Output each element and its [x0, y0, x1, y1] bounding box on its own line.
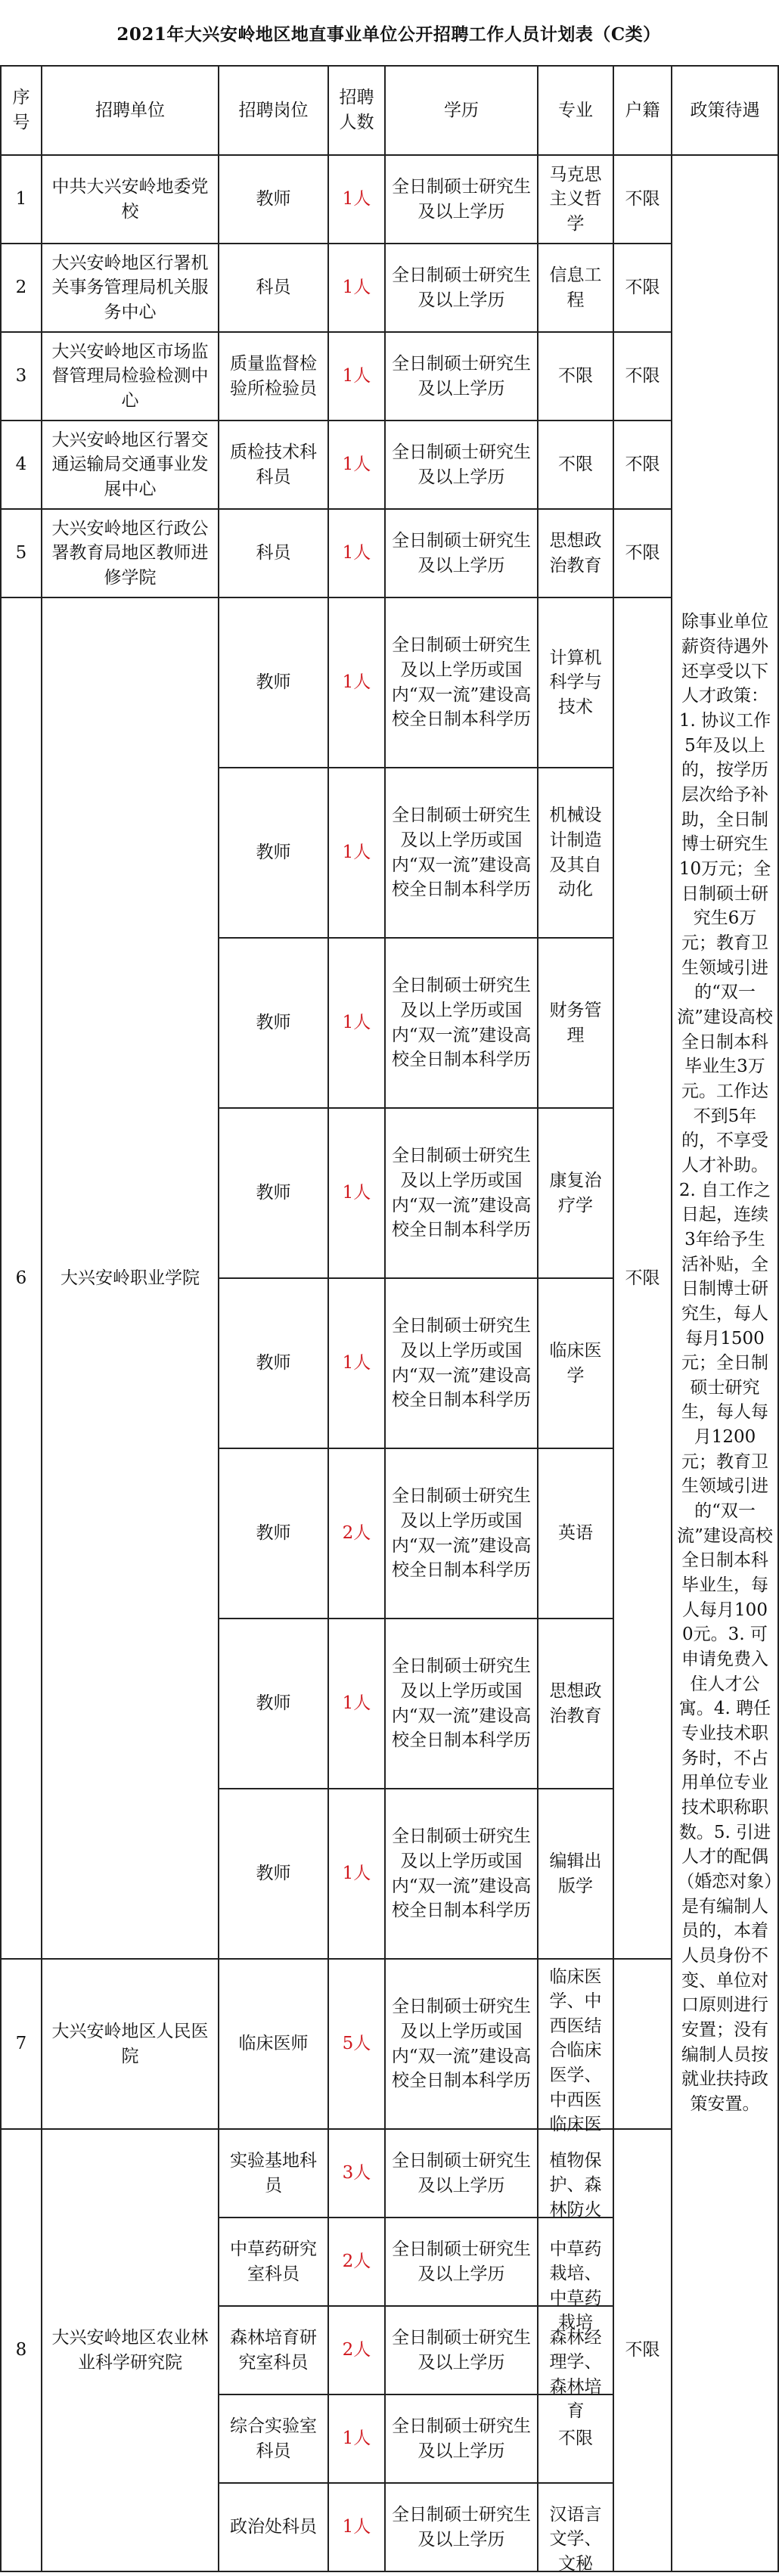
row-hukou: 不限: [613, 509, 672, 597]
row-position: 中草药研究室科员: [219, 2218, 328, 2306]
row-count: 1人: [328, 421, 385, 509]
table-row: [1, 155, 778, 244]
row-hukou: [613, 1959, 672, 2129]
row-major: 机械设计制造及其自动化: [538, 768, 613, 938]
row-major: 思想政治教育: [538, 509, 613, 597]
row-position: 质量监督检验所检验员: [219, 332, 328, 421]
row-education: 全日制硕士研究生及以上学历或国内“双一流”建设高校全日制本科学历: [385, 768, 538, 938]
row-position: 教师: [219, 1619, 328, 1789]
table-row: [1, 421, 778, 509]
header-education: 学历: [385, 66, 538, 155]
row-position: 政治处科员: [219, 2483, 328, 2571]
header-position: 招聘岗位: [219, 66, 328, 155]
row-major: 财务管理: [538, 938, 613, 1108]
row-education: 全日制硕士研究生及以上学历或国内“双一流”建设高校全日制本科学历: [385, 1448, 538, 1619]
row-education: 全日制硕士研究生及以上学历: [385, 2218, 538, 2306]
header-major: 专业: [538, 66, 613, 155]
row-major: 康复治疗学: [538, 1108, 613, 1278]
row-unit: 大兴安岭地区人民医院: [42, 1959, 219, 2129]
table-row: [1, 509, 778, 597]
row-major: 信息工程: [538, 244, 613, 332]
row-hukou: 不限: [613, 597, 672, 1959]
table-row: [1, 244, 778, 332]
row-unit: 中共大兴安岭地委党校: [42, 155, 219, 244]
row-major: 临床医学: [538, 1278, 613, 1448]
row-hukou: 不限: [613, 2129, 672, 2571]
row-count: 1人: [328, 768, 385, 938]
row-count: 2人: [328, 2218, 385, 2306]
row-education: 全日制硕士研究生及以上学历或国内“双一流”建设高校全日制本科学历: [385, 1619, 538, 1789]
row-education: 全日制硕士研究生及以上学历或国内“双一流”建设高校全日制本科学历: [385, 1108, 538, 1278]
row-count: 1人: [328, 244, 385, 332]
row-major: 马克思主义哲学: [538, 155, 613, 244]
row-count: 1人: [328, 1789, 385, 1959]
major-text: 汉语言文学、文秘: [549, 2504, 602, 2574]
row-education: 全日制硕士研究生及以上学历: [385, 2483, 538, 2571]
header-policy: 政策待遇: [672, 66, 778, 155]
table-row: [1, 597, 778, 768]
row-position: 教师: [219, 938, 328, 1108]
row-count: 1人: [328, 2394, 385, 2483]
row-count: 1人: [328, 597, 385, 768]
header-unit: 招聘单位: [42, 66, 219, 155]
recruitment-plan-table: [0, 65, 779, 2572]
row-count: 3人: [328, 2129, 385, 2218]
row-position: 质检技术科科员: [219, 421, 328, 509]
row-major: 不限: [538, 332, 613, 421]
row-hukou: 不限: [613, 332, 672, 421]
header-no: 序号: [1, 66, 42, 155]
row-major: 思想政治教育: [538, 1619, 613, 1789]
row-position: 科员: [219, 509, 328, 597]
row-no: 3: [1, 332, 42, 421]
row-no: 4: [1, 421, 42, 509]
row-education: 全日制硕士研究生及以上学历或国内“双一流”建设高校全日制本科学历: [385, 1789, 538, 1959]
policy-cell: [672, 155, 778, 2571]
row-position: 教师: [219, 1108, 328, 1278]
row-position: 综合实验室科员: [219, 2394, 328, 2483]
row-unit: 大兴安岭地区市场监督管理局检验检测中心: [42, 332, 219, 421]
row-major: [538, 2218, 613, 2333]
row-count: 2人: [328, 1448, 385, 1619]
row-position: 教师: [219, 1448, 328, 1619]
row-position: 实验基地科员: [219, 2129, 328, 2218]
row-hukou: 不限: [613, 421, 672, 509]
major-text: 临床医学、中西医结合临床医学、中西医临床医: [549, 1966, 602, 2135]
row-education: 全日制硕士研究生及以上学历或国内“双一流”建设高校全日制本科学历: [385, 597, 538, 768]
row-position: 教师: [219, 1789, 328, 1959]
row-education: 全日制硕士研究生及以上学历: [385, 2129, 538, 2218]
row-education: 全日制硕士研究生及以上学历或国内“双一流”建设高校全日制本科学历: [385, 938, 538, 1108]
row-major: 不限: [538, 2394, 613, 2483]
row-count: 1人: [328, 938, 385, 1108]
row-count: 1人: [328, 509, 385, 597]
row-unit: 大兴安岭地区行署交通运输局交通事业发展中心: [42, 421, 219, 509]
row-education: 全日制硕士研究生及以上学历: [385, 2394, 538, 2483]
row-major: [538, 2483, 613, 2574]
table-row: [1, 1959, 778, 2129]
table-header-row: [1, 66, 778, 155]
header-hukou: 户籍: [613, 66, 672, 155]
row-position: 教师: [219, 1278, 328, 1448]
row-education: 全日制硕士研究生及以上学历: [385, 332, 538, 421]
row-count: 5人: [328, 1959, 385, 2129]
row-position: 临床医师: [219, 1959, 328, 2129]
table-row: [1, 332, 778, 421]
row-position: 科员: [219, 244, 328, 332]
row-major: 编辑出版学: [538, 1789, 613, 1959]
row-count: 1人: [328, 1619, 385, 1789]
table-row: [1, 2129, 778, 2218]
row-education: 全日制硕士研究生及以上学历或国内“双一流”建设高校全日制本科学历: [385, 1278, 538, 1448]
policy-text: 除事业单位薪资待遇外还享受以下人才政策：1. 协议工作5年及以上的，按学历层次给予补助，全日制博士研究生10万元；全日制硕士研究生6万元；教育卫生领域引进的“双一流”建设高校全日制本科毕业生3万元。工作达不到5年的，不享受人才补助。2. 自工作之日起，连续3年给予生活补贴，全日制博士研究生，每人每月1500元；全日制硕士研究生，每人每月1200元；教育卫生领域引进的“双一流”建设高校全日制本科毕业生，每人每月1000元。3. 可申请免费入住人才公寓。4. 聘任专业技术职务时，不占用单位专业技术职称职数。5. 引进人才的配偶（婚恋对象）是有编制人员的，本着人员身份不变、单位对口原则进行安置；没有编制人员按就业扶持政策安置。: [677, 612, 773, 2114]
row-count: 1人: [328, 155, 385, 244]
row-major: 计算机科学与技术: [538, 597, 613, 768]
row-education: 全日制硕士研究生及以上学历: [385, 421, 538, 509]
major-text: 森林经理学、森林培育: [549, 2327, 602, 2422]
row-position: 教师: [219, 155, 328, 244]
row-count: 2人: [328, 2306, 385, 2394]
row-education: 全日制硕士研究生及以上学历或国内“双一流”建设高校全日制本科学历: [385, 1959, 538, 2129]
row-count: 1人: [328, 332, 385, 421]
row-no: 6: [1, 597, 42, 1959]
row-major: 英语: [538, 1448, 613, 1619]
row-position: 森林培育研究室科员: [219, 2306, 328, 2394]
row-count: 1人: [328, 2483, 385, 2571]
row-no: 2: [1, 244, 42, 332]
row-no: 7: [1, 1959, 42, 2129]
row-no: 1: [1, 155, 42, 244]
row-hukou: 不限: [613, 155, 672, 244]
row-unit: 大兴安岭地区行署机关事务管理局机关服务中心: [42, 244, 219, 332]
row-hukou: 不限: [613, 244, 672, 332]
row-education: 全日制硕士研究生及以上学历: [385, 509, 538, 597]
row-position: 教师: [219, 597, 328, 768]
row-count: 1人: [328, 1278, 385, 1448]
row-no: 5: [1, 509, 42, 597]
row-unit: 大兴安岭职业学院: [42, 597, 219, 1959]
major-text: 中草药栽培、中草药栽培: [549, 2239, 602, 2333]
row-position: 教师: [219, 768, 328, 938]
row-unit: 大兴安岭地区行政公署教育局地区教师进修学院: [42, 509, 219, 597]
major-text: 植物保护、森林防火: [549, 2150, 602, 2220]
row-education: 全日制硕士研究生及以上学历: [385, 155, 538, 244]
row-no: 8: [1, 2129, 42, 2571]
row-major: [538, 1959, 613, 2135]
row-unit: 大兴安岭地区农业林业科学研究院: [42, 2129, 219, 2571]
row-education: 全日制硕士研究生及以上学历: [385, 244, 538, 332]
row-major: 不限: [538, 421, 613, 509]
header-count: 招聘人数: [328, 66, 385, 155]
row-count: 1人: [328, 1108, 385, 1278]
row-major: [538, 2129, 613, 2218]
page-title: 2021年大兴安岭地区地直事业单位公开招聘工作人员计划表（C类）: [116, 23, 661, 45]
row-education: 全日制硕士研究生及以上学历: [385, 2306, 538, 2394]
